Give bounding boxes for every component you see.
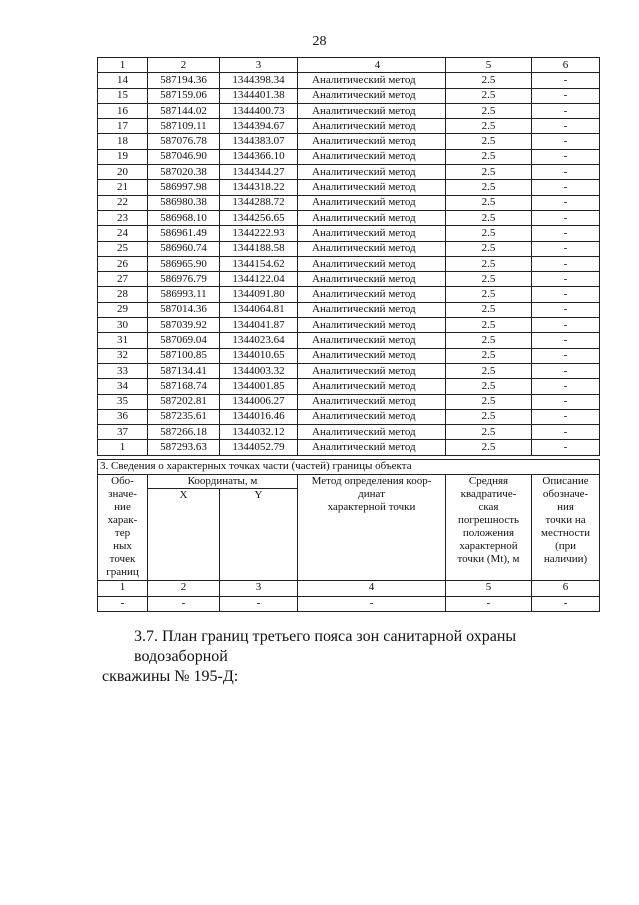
table-cell: Аналитический метод <box>298 333 446 348</box>
table-cell: 21 <box>98 180 148 195</box>
header-line: значе- <box>108 488 137 501</box>
table-cell: 587046.90 <box>148 149 220 164</box>
header-line: местности <box>541 527 591 540</box>
header-y: Y <box>220 489 298 581</box>
header-point-designation <box>98 475 148 581</box>
table-cell: 1344006.27 <box>220 394 298 409</box>
table-cell: 16 <box>98 103 148 118</box>
table-cell: 15 <box>98 88 148 103</box>
table-cell: Аналитический метод <box>298 119 446 134</box>
table-cell: 586968.10 <box>148 210 220 225</box>
table-row <box>98 302 600 317</box>
table-cell: Аналитический метод <box>298 180 446 195</box>
table-cell: 37 <box>98 425 148 440</box>
table-cell: 587076.78 <box>148 134 220 149</box>
table-cell: 2.5 <box>446 425 532 440</box>
table-cell: - <box>298 596 446 611</box>
table-row <box>98 149 600 164</box>
table-cell: 2.5 <box>446 333 532 348</box>
table-cell: 1 <box>98 581 148 596</box>
table-row <box>98 195 600 210</box>
header-line: тер <box>114 527 131 540</box>
header-accuracy <box>446 475 532 581</box>
table-row <box>98 363 600 378</box>
header-line: Средняя <box>468 475 509 488</box>
header-line: границ <box>106 566 139 579</box>
table-cell: 587235.61 <box>148 409 220 424</box>
table-row <box>98 241 600 256</box>
table-cell: 2.5 <box>446 379 532 394</box>
table-cell: Аналитический метод <box>298 210 446 225</box>
table-cell: Аналитический метод <box>298 379 446 394</box>
table-cell: 1344256.65 <box>220 210 298 225</box>
table-cell: - <box>532 256 600 271</box>
header-line: Обо- <box>111 475 134 488</box>
table-cell: 2.5 <box>446 348 532 363</box>
table-cell: 587039.92 <box>148 318 220 333</box>
table-cell: 587202.81 <box>148 394 220 409</box>
header-line: точки на <box>545 514 586 527</box>
table-cell: 1344010.65 <box>220 348 298 363</box>
table-cell: 6 <box>532 58 600 73</box>
table-cell: 14 <box>98 73 148 88</box>
table-cell: 17 <box>98 119 148 134</box>
table-cell: - <box>532 180 600 195</box>
table-cell: 587020.38 <box>148 165 220 180</box>
section3-table <box>97 459 600 612</box>
table-cell: - <box>532 103 600 118</box>
header-line: характерной <box>459 540 518 553</box>
table-cell: 2.5 <box>446 440 532 455</box>
table-cell: Аналитический метод <box>298 88 446 103</box>
header-line: ных <box>113 540 132 553</box>
header-x: X <box>148 489 220 581</box>
table-cell: 587159.06 <box>148 88 220 103</box>
table-cell: 586993.11 <box>148 287 220 302</box>
table-cell: 2.5 <box>446 409 532 424</box>
table-row <box>98 88 600 103</box>
table-cell: 2.5 <box>446 149 532 164</box>
table-cell: Аналитический метод <box>298 149 446 164</box>
table-row <box>98 318 600 333</box>
table-cell: - <box>532 318 600 333</box>
table-cell: - <box>532 73 600 88</box>
table-cell: - <box>532 394 600 409</box>
table-cell: 586980.38 <box>148 195 220 210</box>
header-line: Описание <box>542 475 589 488</box>
table-cell: - <box>532 88 600 103</box>
header-line: Метод определения коор- <box>311 475 432 488</box>
table-cell: 587109.11 <box>148 119 220 134</box>
table-cell: 1344222.93 <box>220 226 298 241</box>
table-cell: 2.5 <box>446 103 532 118</box>
section3-title: 3. Сведения о характерных точках части (частей) границы объекта <box>98 460 600 475</box>
table-cell: Аналитический метод <box>298 272 446 287</box>
paragraph-line-1: 3.7. План границ третьего пояса зон санитарной охраны водозаборной <box>134 628 517 665</box>
header-line: динат <box>358 488 385 501</box>
header-line: точки (Mt), м <box>457 553 520 566</box>
table-row <box>98 287 600 302</box>
table-cell: - <box>532 440 600 455</box>
column-number-row <box>98 581 600 596</box>
table-cell: 586965.90 <box>148 256 220 271</box>
table-cell: 1344001.85 <box>220 379 298 394</box>
header-line: обозначе- <box>542 488 589 501</box>
table-cell: 28 <box>98 287 148 302</box>
table-row <box>98 134 600 149</box>
table-cell: 23 <box>98 210 148 225</box>
table-cell: - <box>532 596 600 611</box>
table-cell: 22 <box>98 195 148 210</box>
table-row <box>98 119 600 134</box>
table-cell: 3 <box>220 581 298 596</box>
page-number: 28 <box>312 34 327 49</box>
table-cell: Аналитический метод <box>298 363 446 378</box>
table-cell: 34 <box>98 379 148 394</box>
table-cell: - <box>532 425 600 440</box>
table-cell: 1344064.81 <box>220 302 298 317</box>
table-cell: - <box>532 333 600 348</box>
table-cell: - <box>532 272 600 287</box>
table-cell: - <box>532 409 600 424</box>
table-cell: - <box>98 596 148 611</box>
table-cell: 1344366.10 <box>220 149 298 164</box>
table-cell: Аналитический метод <box>298 394 446 409</box>
table-cell: - <box>532 287 600 302</box>
table-cell: 1344154.62 <box>220 256 298 271</box>
table-cell: 24 <box>98 226 148 241</box>
table-cell: 1344023.64 <box>220 333 298 348</box>
table-cell: 29 <box>98 302 148 317</box>
table-row <box>98 425 600 440</box>
table-cell: 2.5 <box>446 73 532 88</box>
empty-data-row <box>98 596 600 611</box>
table-cell: 2.5 <box>446 287 532 302</box>
table-cell: 2.5 <box>446 226 532 241</box>
table-cell: 2.5 <box>446 318 532 333</box>
table-row <box>98 73 600 88</box>
table-cell: 587069.04 <box>148 333 220 348</box>
table-cell: 1344398.34 <box>220 73 298 88</box>
paragraph-line-2: скважины № 195-Д: <box>102 668 239 685</box>
table-cell: 19 <box>98 149 148 164</box>
table-cell: 1344383.07 <box>220 134 298 149</box>
table-cell: 1344052.79 <box>220 440 298 455</box>
table-cell: - <box>532 195 600 210</box>
table-row <box>98 348 600 363</box>
table-cell: 587134.41 <box>148 363 220 378</box>
table-cell: 1 <box>98 58 148 73</box>
table-cell: Аналитический метод <box>298 256 446 271</box>
table-cell: 2.5 <box>446 165 532 180</box>
table-cell: 2.5 <box>446 394 532 409</box>
table-cell: Аналитический метод <box>298 226 446 241</box>
table-cell: 25 <box>98 241 148 256</box>
table-cell: 5 <box>446 581 532 596</box>
table-cell: 5 <box>446 58 532 73</box>
table-cell: Аналитический метод <box>298 409 446 424</box>
table-cell: 1344032.12 <box>220 425 298 440</box>
header-coordinates: Координаты, м <box>148 475 298 489</box>
table-cell: 586961.49 <box>148 226 220 241</box>
table-cell: Аналитический метод <box>298 440 446 455</box>
table-cell: 26 <box>98 256 148 271</box>
table-header-row <box>98 58 600 73</box>
table-cell: Аналитический метод <box>298 425 446 440</box>
table-cell: 2.5 <box>446 256 532 271</box>
table-row <box>98 165 600 180</box>
table-cell: - <box>532 165 600 180</box>
table-cell: 2.5 <box>446 119 532 134</box>
table-cell: 1344016.46 <box>220 409 298 424</box>
table-cell: 1344344.27 <box>220 165 298 180</box>
coordinates-table <box>97 57 600 456</box>
table-cell: Аналитический метод <box>298 165 446 180</box>
table-cell: 2.5 <box>446 302 532 317</box>
table-cell: 1 <box>98 440 148 455</box>
table-cell: 1344091.80 <box>220 287 298 302</box>
table-cell: 35 <box>98 394 148 409</box>
table-row <box>98 440 600 455</box>
table-cell: 1344003.32 <box>220 363 298 378</box>
table-cell: 587293.63 <box>148 440 220 455</box>
table-cell: 586997.98 <box>148 180 220 195</box>
table-cell: - <box>446 596 532 611</box>
table-cell: 1344188.58 <box>220 241 298 256</box>
table-cell: Аналитический метод <box>298 318 446 333</box>
header-line: (при <box>555 540 576 553</box>
table-cell: 4 <box>298 581 446 596</box>
table-cell: 587194.36 <box>148 73 220 88</box>
table-cell: - <box>532 348 600 363</box>
table-cell: 587100.85 <box>148 348 220 363</box>
header-line: точек <box>109 553 136 566</box>
table-cell: 4 <box>298 58 446 73</box>
table-cell: 1344122.04 <box>220 272 298 287</box>
table-cell: 587266.18 <box>148 425 220 440</box>
header-line: харак- <box>107 514 138 527</box>
table-cell: Аналитический метод <box>298 73 446 88</box>
table-cell: 586960.74 <box>148 241 220 256</box>
table-row <box>98 394 600 409</box>
table-cell: - <box>532 134 600 149</box>
header-line: ния <box>557 501 574 514</box>
table-row <box>98 272 600 287</box>
table-cell: 2.5 <box>446 241 532 256</box>
table-cell: - <box>532 302 600 317</box>
table-cell: - <box>532 119 600 134</box>
table-cell: 3 <box>220 58 298 73</box>
table-cell: 2.5 <box>446 210 532 225</box>
table-cell: 2.5 <box>446 195 532 210</box>
header-line: характерной точки <box>327 501 416 514</box>
table-cell: 20 <box>98 165 148 180</box>
table-row <box>98 379 600 394</box>
table-cell: - <box>532 241 600 256</box>
header-description <box>532 475 600 581</box>
table-cell: 1344288.72 <box>220 195 298 210</box>
header-line: наличии) <box>543 553 588 566</box>
table-row <box>98 210 600 225</box>
table-cell: Аналитический метод <box>298 195 446 210</box>
table-cell: 2.5 <box>446 363 532 378</box>
table-row <box>98 180 600 195</box>
table-cell: - <box>532 210 600 225</box>
table-cell: 1344318.22 <box>220 180 298 195</box>
table-cell: 587168.74 <box>148 379 220 394</box>
table-cell: - <box>532 363 600 378</box>
table-cell: 18 <box>98 134 148 149</box>
header-line: ние <box>114 501 131 514</box>
table-cell: 32 <box>98 348 148 363</box>
table-cell: - <box>532 226 600 241</box>
table-cell: 1344400.73 <box>220 103 298 118</box>
table-row <box>98 333 600 348</box>
table-row <box>98 226 600 241</box>
table-cell: Аналитический метод <box>298 287 446 302</box>
table-cell: Аналитический метод <box>298 103 446 118</box>
table-cell: 2 <box>148 58 220 73</box>
table-cell: 2.5 <box>446 272 532 287</box>
table-cell: 1344041.87 <box>220 318 298 333</box>
table-cell: 587014.36 <box>148 302 220 317</box>
table-cell: 2.5 <box>446 180 532 195</box>
table-cell: - <box>220 596 298 611</box>
table-cell: 2.5 <box>446 134 532 149</box>
table-cell: - <box>148 596 220 611</box>
table-cell: 27 <box>98 272 148 287</box>
table-cell: 1344401.38 <box>220 88 298 103</box>
table-cell: Аналитический метод <box>298 302 446 317</box>
header-line: ская <box>478 501 499 514</box>
table-cell: 33 <box>98 363 148 378</box>
table-cell: 586976.79 <box>148 272 220 287</box>
table-cell: 587144.02 <box>148 103 220 118</box>
section-paragraph <box>102 627 604 687</box>
table-row <box>98 256 600 271</box>
header-line: положения <box>462 527 515 540</box>
table-cell: - <box>532 379 600 394</box>
table-cell: 36 <box>98 409 148 424</box>
header-line: квадратиче- <box>460 488 517 501</box>
table-cell: 30 <box>98 318 148 333</box>
table-cell: 31 <box>98 333 148 348</box>
table-cell: 2 <box>148 581 220 596</box>
header-line: погрешность <box>457 514 520 527</box>
header-method <box>298 475 446 581</box>
table-cell: 2.5 <box>446 88 532 103</box>
table-cell: 1344394.67 <box>220 119 298 134</box>
table-row <box>98 103 600 118</box>
table-row <box>98 409 600 424</box>
table-cell: Аналитический метод <box>298 241 446 256</box>
table-cell: Аналитический метод <box>298 134 446 149</box>
table-cell: 6 <box>532 581 600 596</box>
table-cell: Аналитический метод <box>298 348 446 363</box>
table-cell: - <box>532 149 600 164</box>
